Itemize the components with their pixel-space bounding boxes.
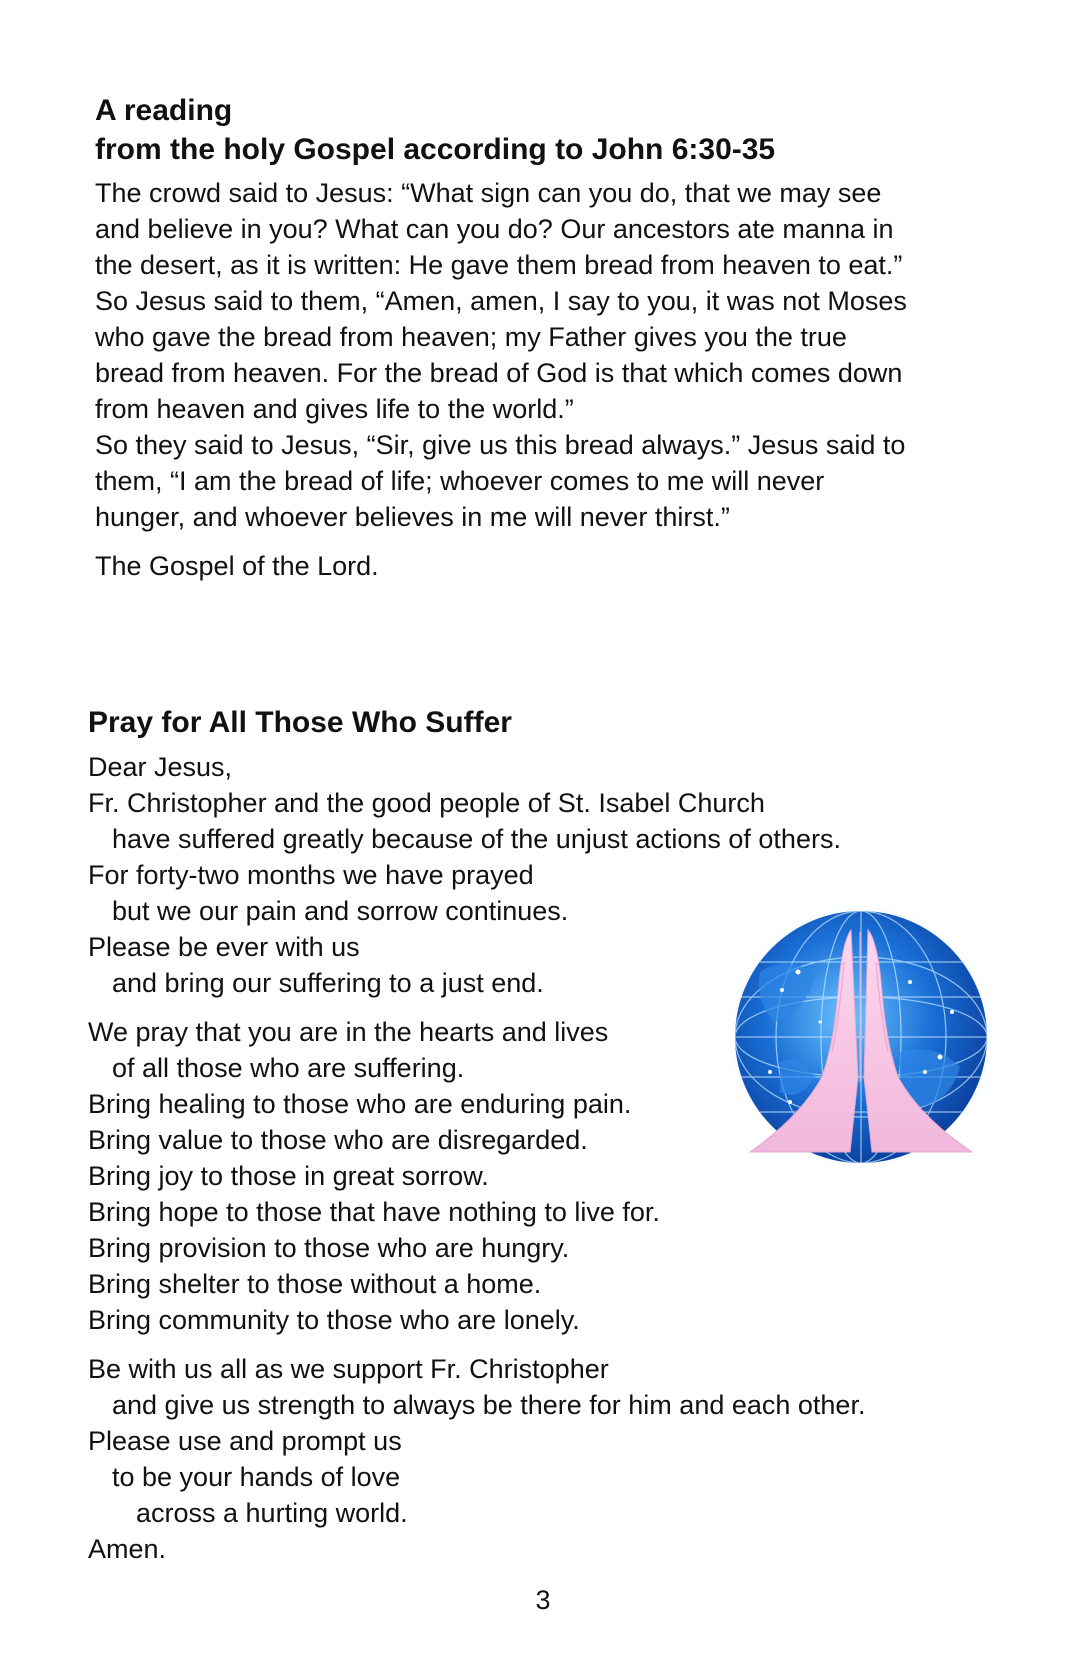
prayer-line: Please be ever with us xyxy=(88,932,360,962)
prayer-title: Pray for All Those Who Suffer xyxy=(88,706,512,739)
prayer-line: Bring healing to those who are enduring pain. xyxy=(88,1089,632,1119)
prayer-line: have suffered greatly because of the unjust actions of others. xyxy=(112,824,841,854)
prayer-line: Amen. xyxy=(88,1534,167,1564)
reading-line: from heaven and gives life to the world.” xyxy=(95,394,574,424)
prayer-line: Bring shelter to those without a home. xyxy=(88,1269,542,1299)
prayer-line: and bring our suffering to a just end. xyxy=(112,968,544,998)
prayer-line: We pray that you are in the hearts and lives xyxy=(88,1017,609,1047)
prayer-line: and give us strength to always be there for him and each other. xyxy=(112,1390,866,1420)
prayer-line: across a hurting world. xyxy=(136,1498,408,1528)
globe-praying-hands-image xyxy=(720,902,1002,1172)
prayer-line: Bring hope to those that have nothing to live for. xyxy=(88,1197,660,1227)
prayer-line: Bring value to those who are disregarded. xyxy=(88,1125,588,1155)
reading-line: bread from heaven. For the bread of God is that which comes down xyxy=(95,358,903,388)
reading-line: them, “I am the bread of life; whoever comes to me will never xyxy=(95,466,825,496)
gospel-reading xyxy=(95,91,907,584)
prayer-line: Bring joy to those in great sorrow. xyxy=(88,1161,489,1191)
reading-line: The crowd said to Jesus: “What sign can you do, that we may see xyxy=(95,178,882,208)
reading-line: and believe in you? What can you do? Our ancestors ate manna in xyxy=(95,214,894,244)
prayer-line: Be with us all as we support Fr. Christopher xyxy=(88,1354,609,1384)
reading-line: hunger, and whoever believes in me will never thirst.” xyxy=(95,502,730,532)
prayer-line: to be your hands of love xyxy=(112,1462,401,1492)
prayer-line: Bring provision to those who are hungry. xyxy=(88,1233,570,1263)
reading-title-line: A reading xyxy=(95,94,233,127)
reading-line: who gave the bread from heaven; my Father gives you the true xyxy=(95,322,847,352)
prayer-line: of all those who are suffering. xyxy=(112,1053,465,1083)
reading-title-line: from the holy Gospel according to John 6:30-35 xyxy=(95,133,776,166)
prayer-stanza-3 xyxy=(88,1351,865,1567)
prayer-line: For forty-two months we have prayed xyxy=(88,860,534,890)
reading-line: the desert, as it is written: He gave them bread from heaven to eat.” xyxy=(95,250,903,280)
prayer-line: Dear Jesus, xyxy=(88,752,233,782)
prayer-line: Please use and prompt us xyxy=(88,1426,402,1456)
page-number: 3 xyxy=(535,1585,551,1615)
prayer-line: Bring community to those who are lonely. xyxy=(88,1305,580,1335)
prayer-line: Fr. Christopher and the good people of St. Isabel Church xyxy=(88,788,765,818)
reading-line: So they said to Jesus, “Sir, give us this bread always.” Jesus said to xyxy=(95,430,906,460)
reading-body xyxy=(95,175,907,535)
prayer-line: but we our pain and sorrow continues. xyxy=(112,896,569,926)
reading-line: So Jesus said to them, “Amen, amen, I say to you, it was not Moses xyxy=(95,286,907,316)
reading-closing: The Gospel of the Lord. xyxy=(95,551,379,581)
